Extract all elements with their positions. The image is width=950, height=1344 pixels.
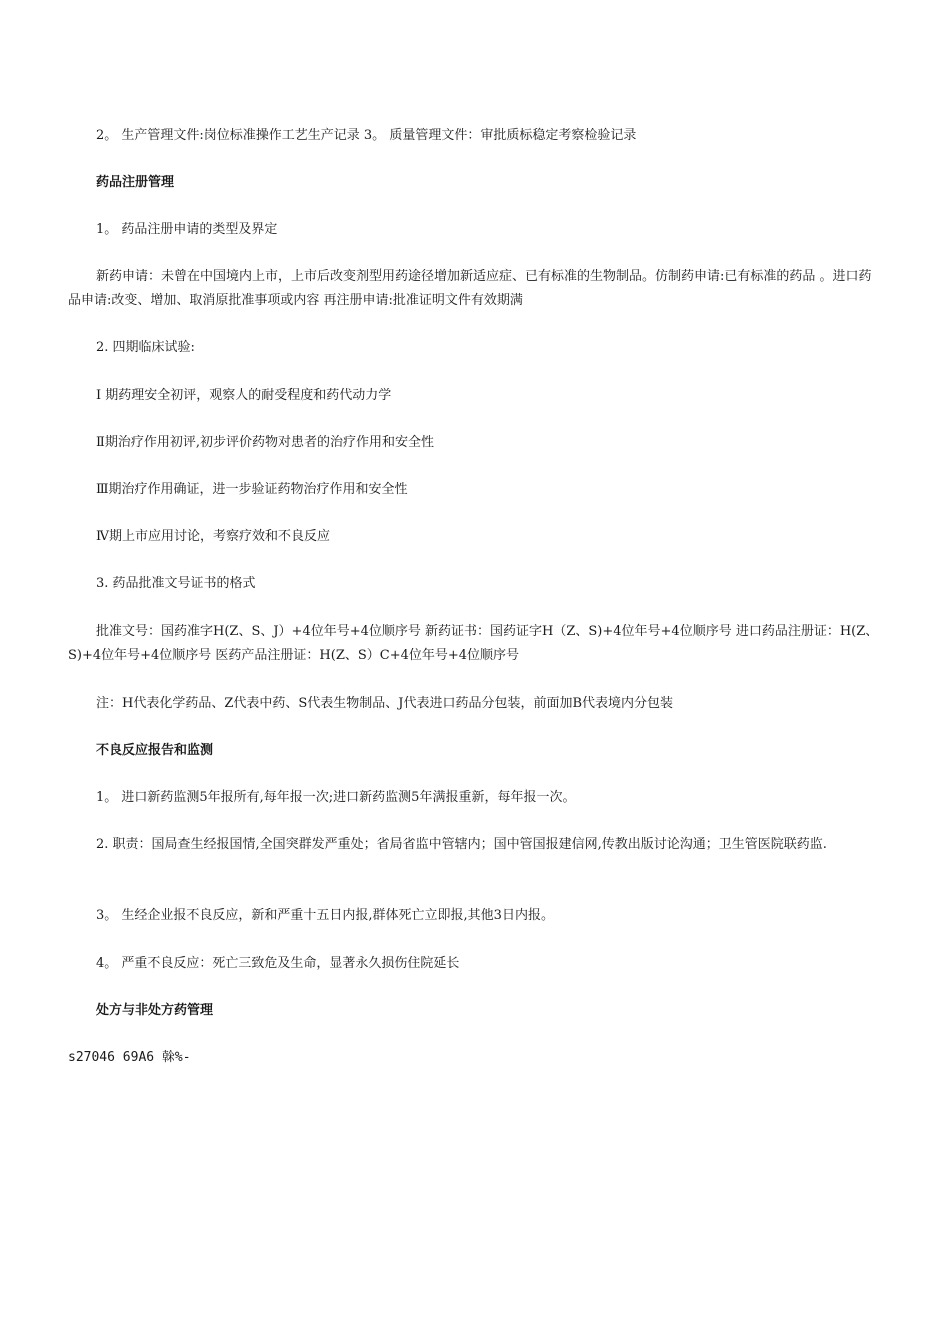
paragraph-phase-2: Ⅱ期治疗作用初评,初步评价药物对患者的治疗作用和安全性 <box>96 435 434 450</box>
paragraph-phase-1: Ⅰ 期药理安全初评，观察人的耐受程度和药代动力学 <box>96 388 392 403</box>
paragraph-clinical-trials-title: 2. 四期临床试验: <box>96 340 195 355</box>
paragraph-code-note: 注：H代表化学药品、Z代表中药、S代表生物制品、J代表进口药品分包装，前面加B代表境内分包装 <box>96 696 674 711</box>
paragraph-serious-reactions: 4。 严重不良反应：死亡三致危及生命，显著永久损伤住院延长 <box>96 956 460 971</box>
paragraph-registration-types: 1。 药品注册申请的类型及界定 <box>96 222 278 237</box>
paragraph-phase-3: Ⅲ期治疗作用确证，进一步验证药物治疗作用和安全性 <box>96 482 408 497</box>
paragraph-approval-number-format-title: 3. 药品批准文号证书的格式 <box>96 576 256 591</box>
heading-prescription-management: 处方与非处方药管理 <box>96 1003 214 1018</box>
heading-drug-registration: 药品注册管理 <box>96 175 175 190</box>
paragraph-responsibilities: 2. 职责：国局查生经报国情,全国突群发严重处；省局省监中管辖内；国中管国报建信网,传教出版讨论沟通；卫生管医院联药监. <box>96 837 827 852</box>
paragraph-application-definitions: 新药申请：未曾在中国境内上市，上市后改变剂型用药途径增加新适应症、已有标准的生物制品。仿制药申请:已有标准的药品 。进口药品申请:改变、增加、取消原批准事项或内容 再注册申请:批准证明文件有效期满 <box>68 269 872 308</box>
paragraph-phase-4: Ⅳ期上市应用讨论，考察疗效和不良反应 <box>96 529 330 544</box>
paragraph-management-files: 2。 生产管理文件:岗位标准操作工艺生产记录 3。 质量管理文件：审批质标稳定考察检验记录 <box>96 128 637 143</box>
footer-code-text: s27046 69A6 榦%- <box>68 1050 191 1065</box>
heading-adverse-reactions: 不良反应报告和监测 <box>96 743 214 758</box>
paragraph-approval-number-format: 批准文号：国药准字H(Z、S、J）+4位年号+4位顺序号 新药证书：国药证字H（Z、S)+4位年号+4位顺序号 进口药品注册证：H(Z、S)+4位年号+4位顺序号 医药产品注册证：H(Z、S）C+4位年号+4位顺序号 <box>68 624 879 663</box>
paragraph-enterprise-reporting: 3。 生经企业报不良反应，新和严重十五日内报,群体死亡立即报,其他3日内报。 <box>96 908 554 923</box>
paragraph-import-monitoring: 1。 进口新药监测5年报所有,每年报一次;进口新药监测5年满报重新，每年报一次。 <box>96 790 576 805</box>
